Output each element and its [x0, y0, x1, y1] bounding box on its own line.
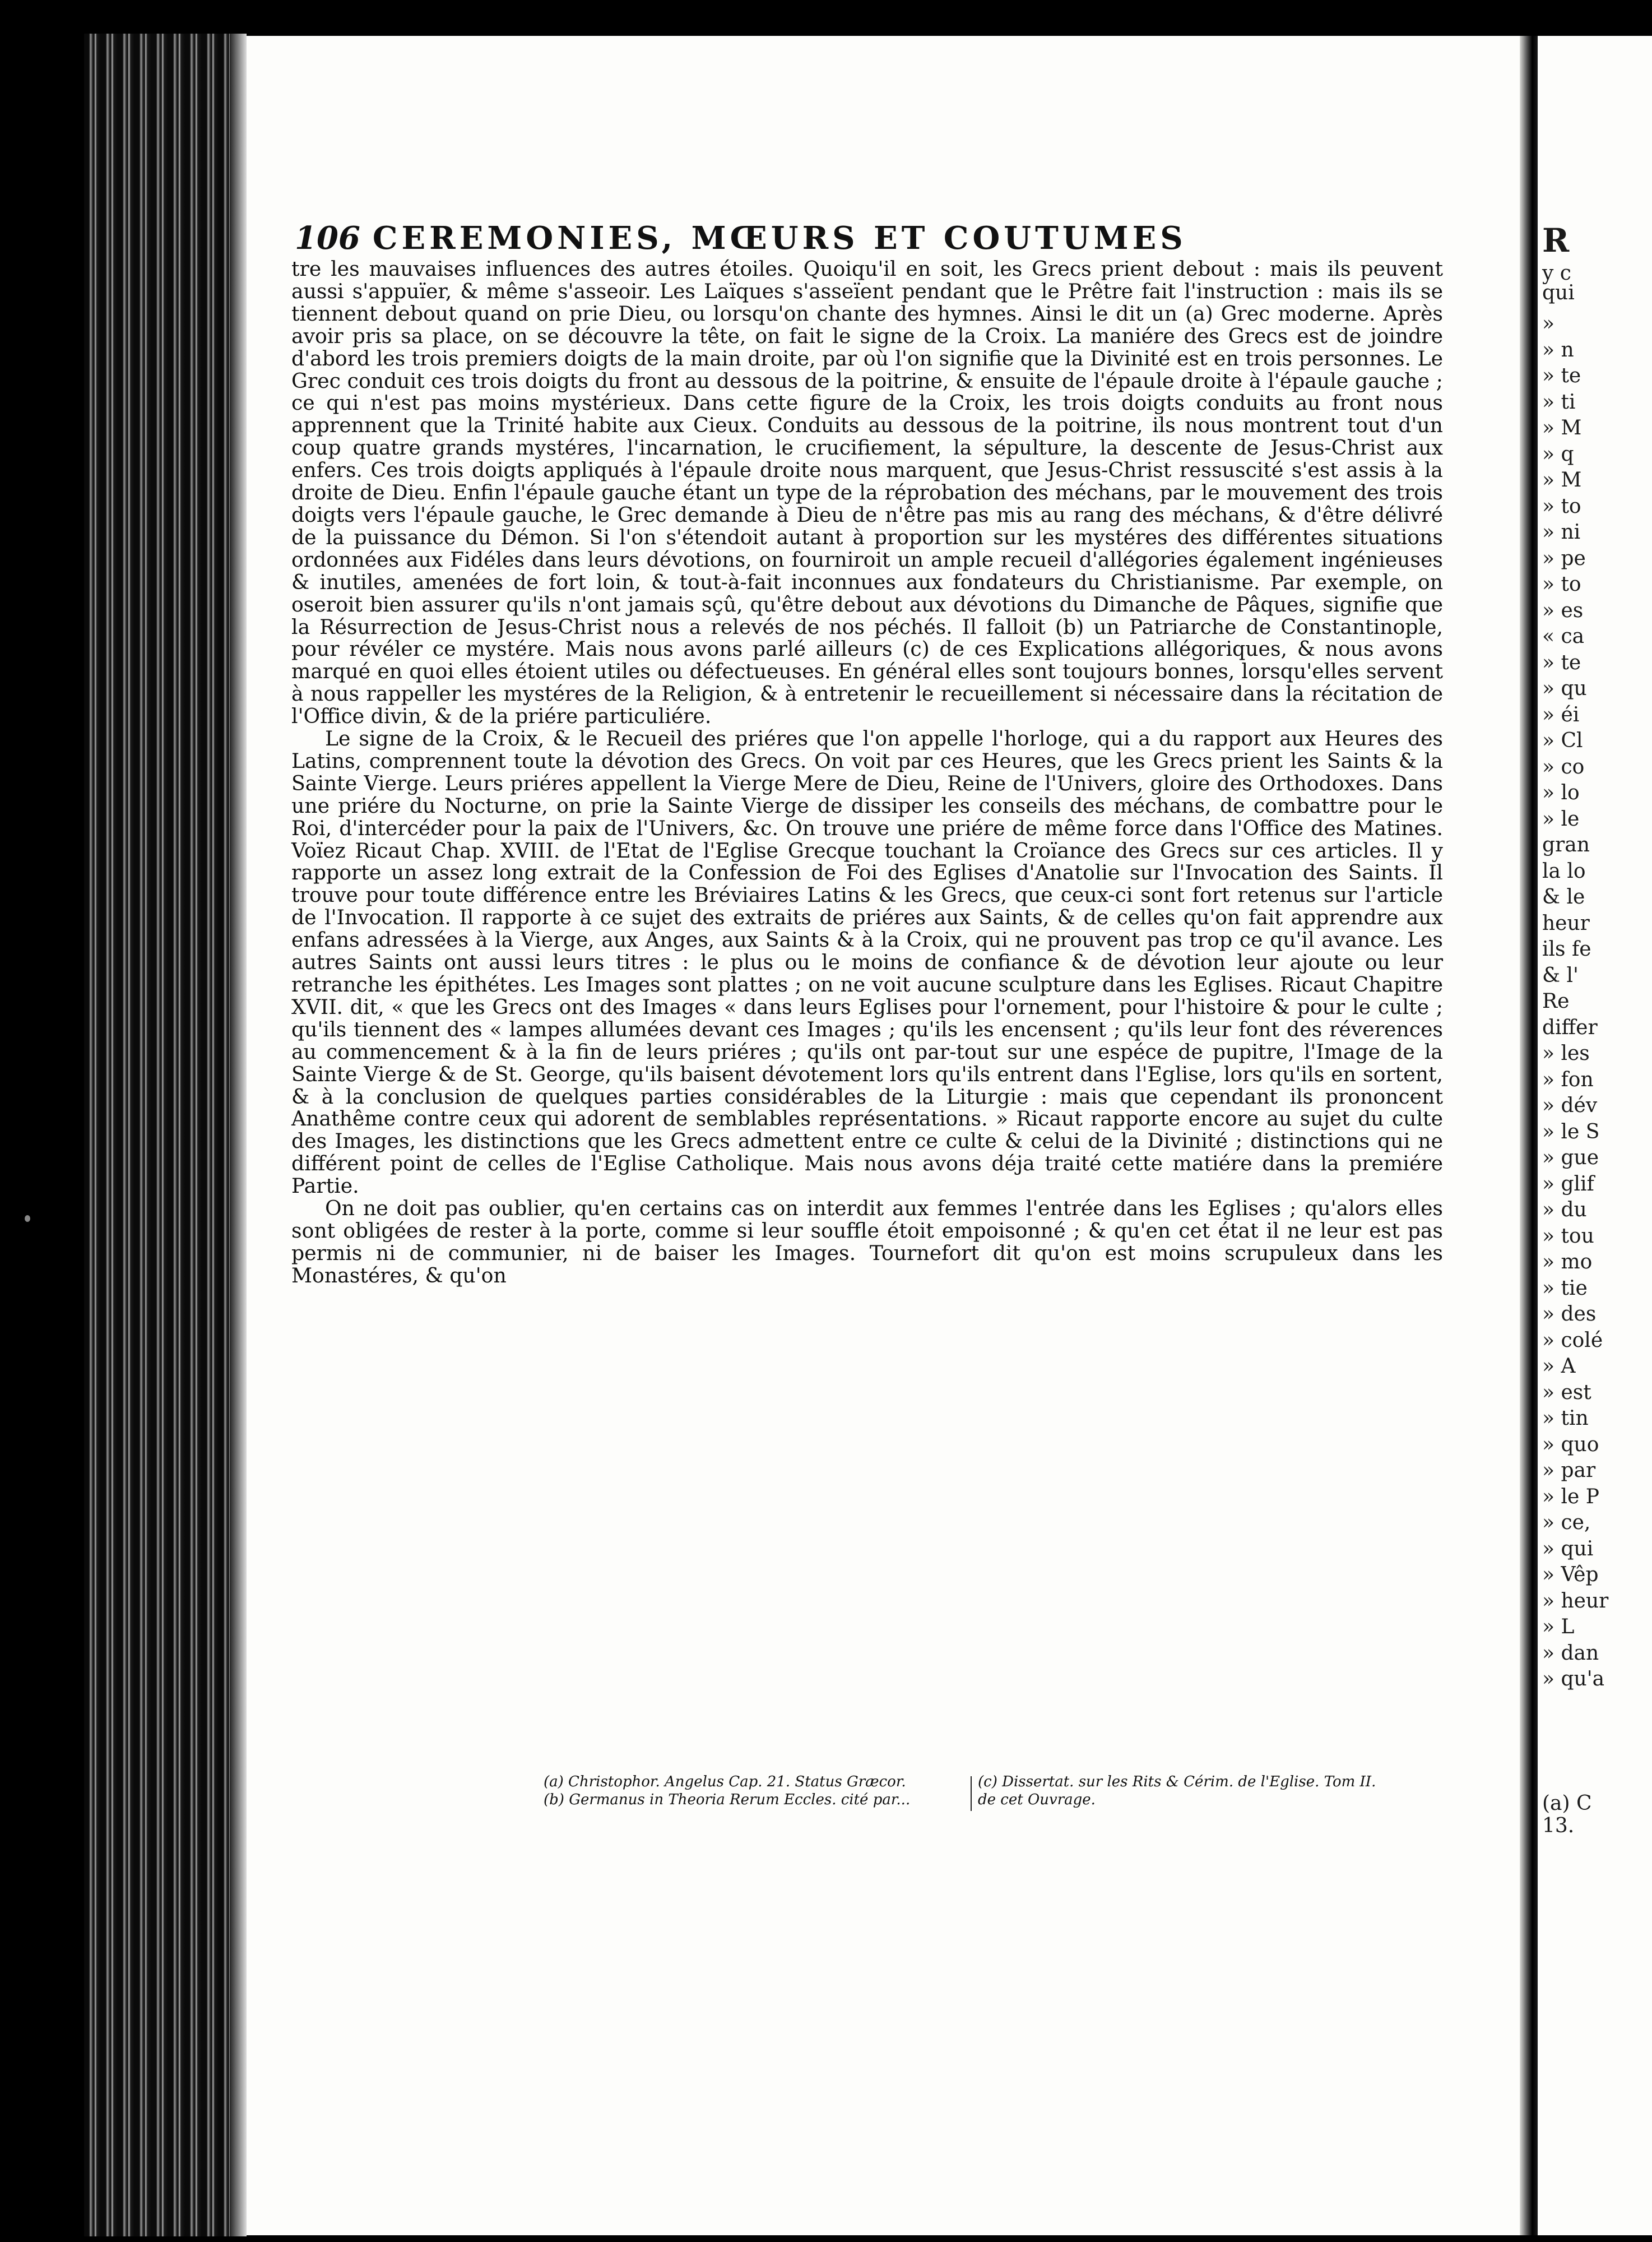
facing-page-line: Re [1542, 990, 1570, 1013]
facing-page-line: & le [1542, 886, 1585, 909]
facing-page-line: » quo [1542, 1433, 1599, 1456]
paragraph-2: Le signe de la Croix, & le Recueil des priéres que l'on appelle l'horloge, qui a du rapport aux Heures des Latins, comprennent toute la dévotion des Grecs. On voit par ces Heures, que les Grecs prient les Saints & la Sainte Vierge. Leurs priéres appellent la Vierge Mere de Dieu, Reine de l'Univers, gloire des Orthodoxes. Dans une priére du Nocturne, on prie la Sainte Vierge de dissiper les conseils des méchans, de combattre pour le Roi, d'intercéder pour la paix de l'Univers, &c. On trouve une priére de même force dans l'Office des Matines. Voïez Ricaut Chap. XVIII. de l'Etat de l'Eglise Grecque touchant la Croïance des Grecs sur ces articles. Il y rapporte un assez long extrait de la Confession de Foi des Eglises d'Anatolie sur l'Invocation des Saints. Il trouve pour toute différence entre les Bréviaires Latins & les Grecs, que ceux-ci sont fort retenus sur l'article de l'Invocation. Il rapporte à ce sujet des extraits de priéres aux Saints, & de celles qu'on fait apprendre aux enfans adressées à la Vierge, aux Anges, aux Saints & à la Croix, qui ne prouvent pas trop ce qu'il avance. Les autres Saints ont aussi leurs titres : le plus ou le moins de confiance & de dévotion leur ajoute ou leur retranche les épithétes. Les Images sont plattes ; on ne voit aucune sculpture dans les Eglises. Ricaut Chapitre XVII. dit, « que les Grecs ont des Images « dans leurs Eglises pour l'ornement, pour l'histoire & pour le culte ; qu'ils tiennent des « lampes allumées devant ces Images ; qu'ils les encensent ; qu'ils leur font des réverences au commencement & à la fin de leurs priéres ; qu'ils ont par-tout sur une espéce de pupitre, l'Image de la Sainte Vierge & de St. George, qu'ils baisent dévotement lors qu'ils entrent dans l'Eglise, lors qu'ils en sortent, & à la conclusion de quelques parties considérables de la Liturgie : mais que cependant ils prononcent Anathême contre ceux qui adorent de semblables représentations. » Ricaut rapporte encore au sujet du culte des Images, les distinctions que les Grecs admettent entre ce culte & celui de la Divinité ; distinctions qui ne différent point de celles de l'Eglise Catholique. Mais nous avons déja traité cette matiére dans la premiére Partie. [291, 726, 1443, 1198]
facing-page-line: » le [1542, 807, 1580, 831]
facing-page-line: » lo [1542, 781, 1580, 804]
facing-page-line: » le S [1542, 1120, 1600, 1143]
facing-page [1538, 36, 1652, 2235]
footnote-c-continued: de cet Ouvrage. [978, 1791, 1096, 1808]
facing-page-line: » colé [1542, 1328, 1603, 1352]
facing-page-line: 13. [1542, 1814, 1575, 1837]
footnotes-left-column [544, 1773, 947, 1809]
facing-page-line: » [1542, 312, 1555, 335]
facing-page-line: » du [1542, 1198, 1587, 1221]
facing-page-line: » est [1542, 1381, 1591, 1404]
facing-page-line: » to [1542, 573, 1581, 596]
facing-page-line: » tin [1542, 1407, 1589, 1430]
facing-page-line: la lo [1542, 859, 1586, 883]
facing-page-line: » Cl [1542, 729, 1583, 752]
footnote-b: (b) Germanus in Theoria Rerum Eccles. cité par... [544, 1791, 911, 1808]
facing-page-line: » M [1542, 416, 1582, 439]
facing-page-line: & l' [1542, 963, 1579, 987]
facing-page-line: » fon [1542, 1068, 1594, 1091]
margin-mark [25, 1215, 30, 1222]
page-number: 106 [295, 220, 360, 257]
facing-page-line: » gue [1542, 1146, 1599, 1169]
facing-page-line: » heur [1542, 1589, 1609, 1613]
facing-page-line: » les [1542, 1042, 1590, 1065]
facing-page-line: » mo [1542, 1250, 1593, 1273]
footnote-a: (a) Christophor. Angelus Cap. 21. Status Græcor. [544, 1773, 906, 1790]
facing-page-line: » dan [1542, 1641, 1599, 1665]
binding-gutter [1520, 36, 1538, 2235]
facing-page-line: » q [1542, 442, 1574, 466]
facing-page-line: » te [1542, 651, 1581, 674]
facing-page-line: » qui [1542, 1537, 1594, 1560]
paragraph-1: tre les mauvaises influences des autres étoiles. Quoiqu'il en soit, les Grecs prient debout : mais ils peuvent aussi s'appuïer, & même s'asseoir. Les Laïques s'asseïent pendant que le Prêtre fait l'instruction : mais ils se tiennent debout quand on prie Dieu, ou lorsqu'on chante des hymnes. Ainsi le dit un (a) Grec moderne. Après avoir pris sa place, on se découvre la tête, on fait le signe de la Croix. La maniére des Grecs est de joindre d'abord les trois premiers doigts de la main droite, par où l'on signifie que la Divinité est en trois personnes. Le Grec conduit ces trois doigts du front au dessous de la poitrine, & ensuite de l'épaule droite à l'épaule gauche ; ce qui n'est pas moins mystérieux. Dans cette figure de la Croix, les trois doigts conduits au front nous apprennent que la Trinité habite aux Cieux. Conduits au dessous de la poitrine, ils nous montrent tout d'un coup quatre grands mystéres, l'incarnation, le crucifiement, la sépulture, la descente de Jesus-Christ aux enfers. Ces trois doigts appliqués à l'épaule droite nous marquent, que Jesus-Christ ressuscité s'est assis à la droite de Dieu. Enfin l'épaule gauche étant un type de la réprobation des méchans, par le mouvement des trois doigts vers l'épaule gauche, le Grec demande à Dieu de n'être pas mis au rang des méchans, & d'être délivré de la puissance du Démon. Si l'on s'étendoit autant à proportion sur les mystéres des différentes situations ordonnées aux Fidéles dans leurs dévotions, on fourniroit un ample recueil d'allégories également ingénieuses & inutiles, amenées de fort loin, & tout-à-fait inconnues aux fondateurs du Christianisme. Par exemple, on oseroit bien assurer qu'ils n'ont jamais sçû, qu'être debout aux dévotions du Dimanche de Pâques, signifie que la Résurrection de Jesus-Christ nous a relevés de nos péchés. Il falloit (b) un Patriarche de Constantinople, pour révéler ce mystére. Mais nous avons parlé ailleurs (c) de ces Explications allégoriques, & nous avons marqué en quoi elles étoient utiles ou défectueuses. En général elles sont toujours bonnes, lorsqu'elles servent à nous rappeller les mystéres de la Religion, & à entretenir le recueillement si nécessaire dans la récitation de l'Office divin, & de la priére particuliére. [291, 257, 1443, 729]
facing-page-line: » A [1542, 1355, 1576, 1378]
facing-page-line: differ [1542, 1016, 1598, 1039]
facing-page-line: » es [1542, 599, 1584, 622]
facing-page-line: » qu [1542, 677, 1587, 700]
facing-page-line: » qu'a [1542, 1667, 1605, 1690]
facing-page-line: » ni [1542, 521, 1581, 544]
footnote-c: (c) Dissertat. sur les Rits & Cérim. de l'Eglise. Tom II. [978, 1773, 1376, 1790]
running-title: CEREMONIES, MŒURS ET COUTUMES [372, 220, 1187, 257]
facing-page-line: » n [1542, 338, 1574, 362]
facing-page-line: » te [1542, 364, 1581, 387]
facing-page-line: » to [1542, 494, 1581, 518]
facing-page-line: » dév [1542, 1094, 1598, 1117]
facing-page-line: » tou [1542, 1224, 1594, 1248]
facing-page-line: » ti [1542, 390, 1576, 414]
facing-page-line: » L [1542, 1615, 1575, 1638]
facing-page-line: » éi [1542, 703, 1580, 726]
facing-page-line: y c [1542, 262, 1571, 285]
facing-page-line: » glif [1542, 1172, 1594, 1196]
facing-page-line: » Vêp [1542, 1563, 1599, 1586]
running-head [295, 216, 1376, 261]
facing-page-line: gran [1542, 833, 1590, 856]
facing-page-line: » ce, [1542, 1511, 1591, 1534]
facing-page-line: R [1542, 221, 1570, 260]
facing-page-line: heur [1542, 911, 1590, 935]
facing-page-line: » M [1542, 469, 1582, 492]
facing-page-line: » des [1542, 1303, 1597, 1326]
facing-page-line: » par [1542, 1459, 1596, 1482]
footnotes-right-column [978, 1773, 1437, 1809]
facing-page-line: ils fe [1542, 938, 1591, 961]
footnote-divider [971, 1776, 972, 1811]
facing-page-line: « ca [1542, 625, 1585, 648]
facing-page-line: qui [1542, 281, 1575, 304]
footnotes [544, 1773, 1440, 1818]
book-edge [84, 34, 247, 2236]
facing-page-line: (a) C [1542, 1792, 1592, 1815]
facing-page-line: » pe [1542, 546, 1586, 570]
facing-page-line: » le P [1542, 1485, 1599, 1508]
facing-page-line: » co [1542, 755, 1585, 779]
paragraph-3: On ne doit pas oublier, qu'en certains cas on interdit aux femmes l'entrée dans les Eglises ; qu'alors elles sont obligées de rester à la porte, comme si leur souffle étoit empoisonné ; & qu'en cet état il ne leur est pas permis ni de communier, ni de baiser les Images. Tournefort dit qu'on est moins scrupuleux dans les Monastéres, & qu'on [291, 1196, 1443, 1287]
facing-page-line: » tie [1542, 1276, 1588, 1300]
body-text [291, 258, 1443, 1287]
